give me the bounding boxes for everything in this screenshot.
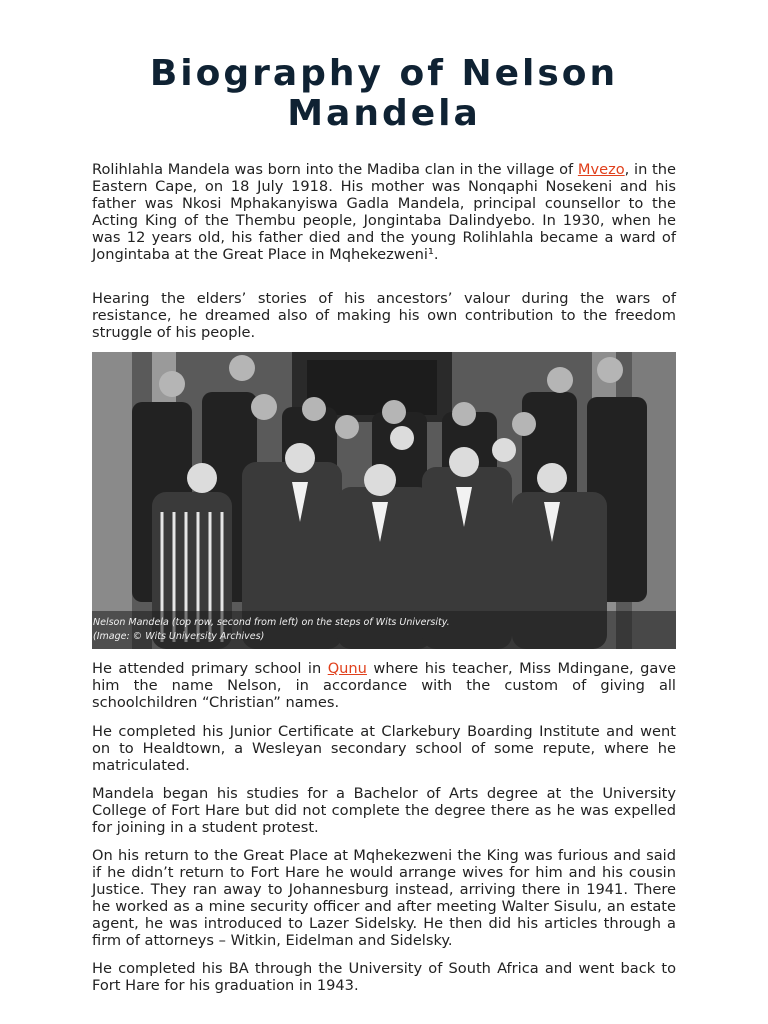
qunu-link[interactable]: Qunu	[327, 660, 367, 677]
mvezo-link[interactable]: Mvezo	[577, 161, 625, 178]
paragraph-fort-hare: Mandela began his studies for a Bachelor of Arts degree at the University College of Fort Hare but did not complete the degree there as he was expelled for joining in a student protest.	[92, 785, 676, 836]
paragraph-text: Rolihlahla Mandela was born into the Madiba clan in the village of	[92, 161, 578, 178]
paragraph-elders: Hearing the elders’ stories of his ancestors’ valour during the wars of resistance, he dreamed also of making his own contribution to the freedom struggle of his people.	[92, 290, 676, 341]
paragraph-birth	[92, 161, 676, 263]
paragraph-text: , in the Eastern Cape, on 18 July 1918. His mother was Nonqaphi Nosekeni and his father was Nkosi Mphakanyiswa Gadla Mandela, principal counsellor to the Acting King of the Thembu people, Jongintaba Dalindyebo. In 1930, when he was 12 years old, his father died and the young Rolihlahla became a ward of Jongintaba at the Great Place in Mqhekezweni¹.	[92, 161, 677, 263]
paragraph-certificate: He completed his Junior Certificate at Clarkebury Boarding Institute and went on to Healdtown, a Wesleyan secondary school of some repute, where he matriculated.	[92, 723, 676, 774]
caption-line-1: Nelson Mandela (top row, second from left) on the steps of Wits University.	[93, 617, 450, 628]
paragraph-school	[92, 660, 676, 711]
paragraph-graduation: He completed his BA through the University of South Africa and went back to Fort Hare for his graduation in 1943.	[92, 960, 676, 994]
caption-line-2: (Image: © Wits University Archives)	[93, 631, 265, 642]
photo-caption	[92, 611, 676, 649]
group-photo	[92, 352, 676, 649]
paragraph-johannesburg: On his return to the Great Place at Mqhekezweni the King was furious and said if he didn’t return to Fort Hare he would arrange wives for him and his cousin Justice. They ran away to Johannesburg instead, arriving there in 1941. There he worked as a mine security officer and after meeting Walter Sisulu, an estate agent, he was introduced to Lazer Sidelsky. He then did his articles through a firm of attorneys – Witkin, Eidelman and Sidelsky.	[92, 847, 676, 949]
group-photo-image	[92, 352, 676, 649]
paragraph-text: where his teacher, Miss Mdingane, gave him the name Nelson, in accordance with the custom of giving all schoolchildren “Christian” names.	[92, 660, 676, 711]
paragraph-text: He attended primary school in	[92, 660, 328, 677]
page-title: Biography of Nelson Mandela	[149, 53, 619, 134]
